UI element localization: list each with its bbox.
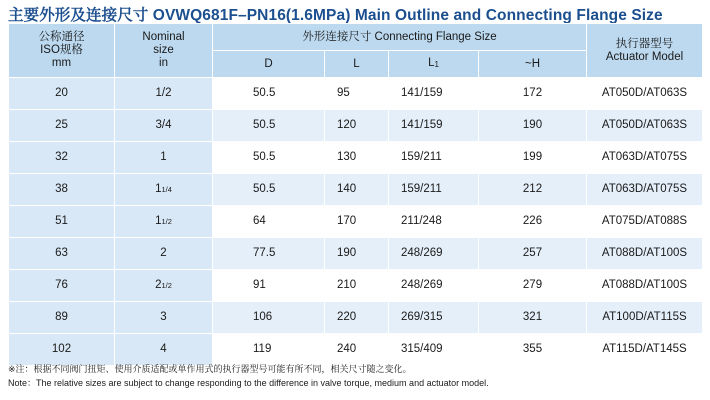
table-row [9, 238, 703, 270]
table-row [9, 206, 703, 238]
cell-dn: 63 [9, 238, 115, 270]
table-row [9, 142, 703, 174]
cell-model: AT050D/AT063S [587, 110, 703, 142]
cell-l1: 159/211 [389, 174, 479, 206]
header-actuator-line2: Actuator Model [605, 50, 684, 63]
cell-size-fraction: 1/2 [161, 281, 172, 290]
cell-model: AT075D/AT088S [587, 206, 703, 238]
header-l1 [389, 51, 479, 78]
cell-size [115, 270, 213, 302]
cell-dn: 102 [9, 334, 115, 366]
cell-dn: 76 [9, 270, 115, 302]
cell-h: 199 [479, 142, 587, 174]
cell-l1: 248/269 [389, 238, 479, 270]
cell-model: AT088D/AT100S [587, 238, 703, 270]
cell-d: 119 [213, 334, 325, 366]
cell-size [115, 174, 213, 206]
header-nominal-line1: Nominal [142, 31, 185, 43]
cell-h: 279 [479, 270, 587, 302]
cell-model: AT063D/AT075S [587, 174, 703, 206]
cell-l: 210 [325, 270, 389, 302]
spec-table [8, 23, 703, 366]
cell-l: 220 [325, 302, 389, 334]
table-row [9, 302, 703, 334]
cell-model: AT063D/AT075S [587, 142, 703, 174]
note-english: Note：The relative sizes are subject to change responding to the difference in valve torque, medium and actuator model. [8, 378, 489, 388]
cell-model: AT088D/AT100S [587, 270, 703, 302]
cell-l1: 211/248 [389, 206, 479, 238]
cell-h: 172 [479, 78, 587, 110]
cell-size-main: 4 [160, 343, 167, 355]
header-dn-line2: ISO规格 [40, 44, 83, 56]
header-h: ~H [479, 51, 587, 78]
header-nominal-line2: size [153, 44, 174, 56]
header-nominal [115, 24, 213, 78]
header-l1-subscript: 1 [434, 60, 439, 69]
cell-d: 50.5 [213, 142, 325, 174]
page-title: 主要外形及连接尺寸 OVWQ681F–PN16(1.6MPa) Main Outline and Connecting Flange Size [8, 7, 663, 24]
cell-d: 77.5 [213, 238, 325, 270]
cell-size-main: 1/2 [155, 87, 172, 99]
cell-l: 190 [325, 238, 389, 270]
cell-size-fraction: 1/4 [161, 185, 172, 194]
cell-d: 50.5 [213, 110, 325, 142]
header-actuator-line1: 执行器型号 [615, 37, 674, 50]
cell-d: 106 [213, 302, 325, 334]
cell-d: 50.5 [213, 174, 325, 206]
cell-size [115, 206, 213, 238]
cell-l: 240 [325, 334, 389, 366]
cell-h: 212 [479, 174, 587, 206]
cell-d: 91 [213, 270, 325, 302]
header-dn-line3: mm [51, 57, 72, 69]
cell-dn: 89 [9, 302, 115, 334]
cell-size [115, 238, 213, 270]
header-d: D [213, 51, 325, 78]
cell-l: 95 [325, 78, 389, 110]
header-nominal-line3: in [159, 57, 168, 69]
cell-d: 50.5 [213, 78, 325, 110]
cell-size [115, 302, 213, 334]
cell-size-main: 3 [160, 311, 167, 323]
cell-l1: 159/211 [389, 142, 479, 174]
cell-h: 257 [479, 238, 587, 270]
table-row [9, 334, 703, 366]
cell-l1: 269/315 [389, 302, 479, 334]
cell-size-main: 1 [155, 183, 162, 195]
cell-dn: 20 [9, 78, 115, 110]
cell-model: AT100D/AT115S [587, 302, 703, 334]
cell-size-fraction: 1/2 [161, 217, 172, 226]
cell-l: 120 [325, 110, 389, 142]
table-row [9, 174, 703, 206]
cell-h: 226 [479, 206, 587, 238]
cell-size [115, 142, 213, 174]
header-l: L [325, 51, 389, 78]
cell-size [115, 110, 213, 142]
cell-l1: 141/159 [389, 110, 479, 142]
cell-l1: 315/409 [389, 334, 479, 366]
header-dn [9, 24, 115, 78]
cell-dn: 38 [9, 174, 115, 206]
cell-size [115, 334, 213, 366]
cell-size-main: 1 [155, 215, 162, 227]
header-l1-main: L [428, 57, 435, 69]
cell-dn: 32 [9, 142, 115, 174]
cell-l1: 248/269 [389, 270, 479, 302]
cell-h: 190 [479, 110, 587, 142]
note-chinese: ※注：根据不同阀门扭矩、使用介质适配或单作用式的执行器型号可能有所不同，相关尺寸随之变化。 [8, 364, 412, 374]
cell-model: AT115D/AT145S [587, 334, 703, 366]
cell-size-main: 3/4 [155, 119, 172, 131]
cell-l: 140 [325, 174, 389, 206]
cell-model: AT050D/AT063S [587, 78, 703, 110]
table-row [9, 110, 703, 142]
cell-l: 170 [325, 206, 389, 238]
header-dn-line1: 公称通径 [38, 31, 85, 43]
cell-l1: 141/159 [389, 78, 479, 110]
cell-l: 130 [325, 142, 389, 174]
cell-dn: 51 [9, 206, 115, 238]
cell-d: 64 [213, 206, 325, 238]
table-row [9, 270, 703, 302]
cell-size-main: 2 [155, 279, 162, 291]
cell-size [115, 78, 213, 110]
cell-h: 355 [479, 334, 587, 366]
cell-size-main: 2 [160, 247, 167, 259]
cell-dn: 25 [9, 110, 115, 142]
header-outline: 外形连接尺寸 Connecting Flange Size [213, 24, 587, 51]
cell-size-main: 1 [160, 151, 167, 163]
header-actuator [587, 24, 703, 78]
cell-h: 321 [479, 302, 587, 334]
table-row [9, 78, 703, 110]
